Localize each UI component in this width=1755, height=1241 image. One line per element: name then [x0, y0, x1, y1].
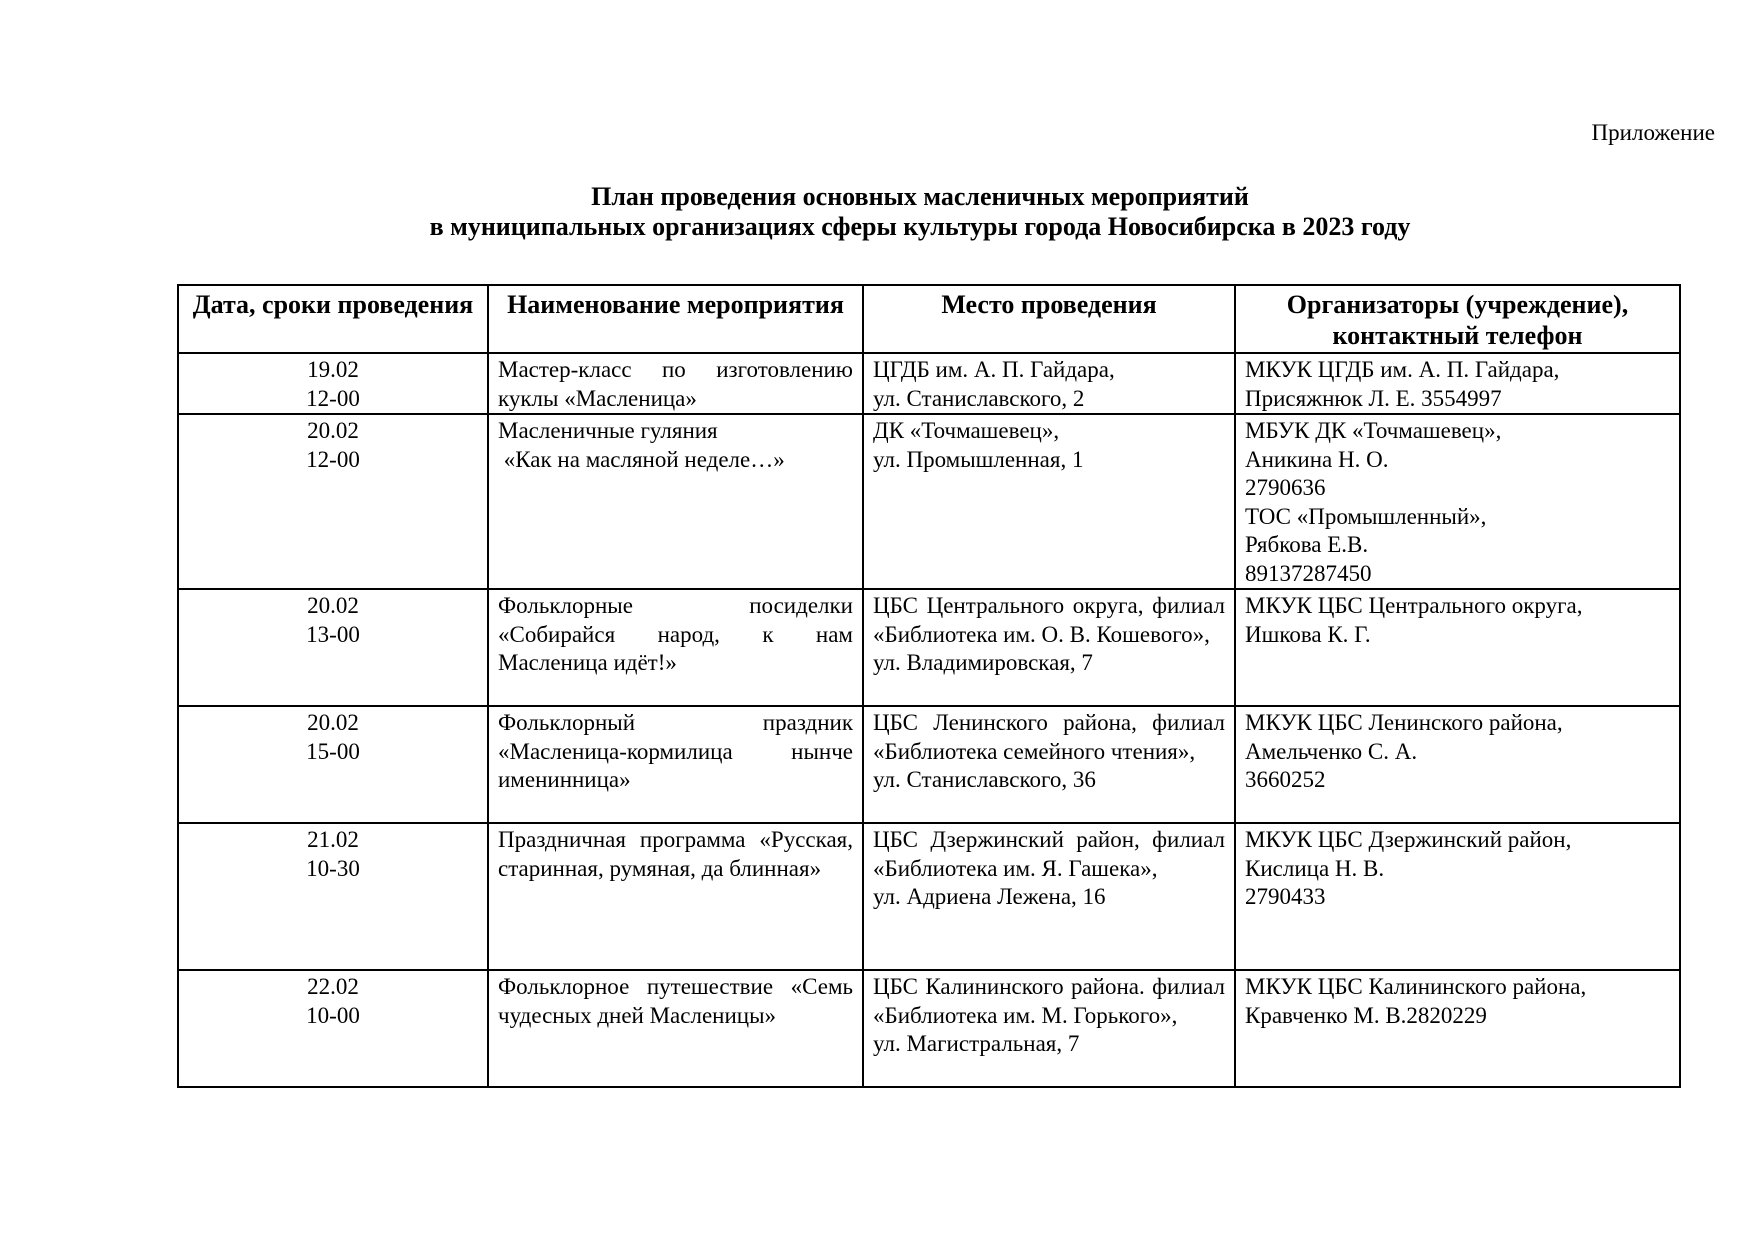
table-row	[178, 353, 1680, 414]
organizer-cell	[1235, 706, 1680, 823]
table-row	[178, 589, 1680, 706]
header-organizer: Организаторы (учреждение), контактный телефон	[1235, 285, 1680, 353]
organizer-line: МКУК ЦГДБ им. А. П. Гайдара,	[1245, 357, 1560, 382]
event-time: 15-00	[306, 738, 360, 764]
date-cell	[178, 589, 488, 706]
organizer-line: Амельченко С. А.	[1245, 738, 1418, 764]
place-cell	[863, 706, 1235, 823]
table-header-row	[178, 285, 1680, 353]
organizer-line: МБУК ДК «Точмашевец»,	[1245, 418, 1502, 443]
date-cell	[178, 414, 488, 589]
place-line: ул. Магистральная, 7	[873, 1031, 1080, 1056]
table-row	[178, 970, 1680, 1087]
event-time: 10-30	[306, 855, 360, 881]
events-table	[177, 284, 1681, 1088]
organizer-cell	[1235, 353, 1680, 414]
event-date: 20.02	[307, 593, 359, 618]
organizer-cell	[1235, 823, 1680, 970]
organizer-line: ТОС «Промышленный»,	[1245, 503, 1487, 529]
organizer-line: Кравченко М. В.2820229	[1245, 1002, 1487, 1028]
event-time: 10-00	[306, 1002, 360, 1028]
place-cell	[863, 414, 1235, 589]
header-date: Дата, сроки проведения	[178, 285, 488, 353]
event-date: 22.02	[307, 974, 359, 999]
place-cell	[863, 589, 1235, 706]
event-name: Фольклорные посиделки «Собирайся народ, к нам Масленица идёт!»	[488, 589, 863, 706]
date-cell	[178, 970, 488, 1087]
event-date: 20.02	[307, 710, 359, 735]
organizer-line: Присяжнюк Л. Е. 3554997	[1245, 385, 1502, 411]
organizer-cell	[1235, 414, 1680, 589]
organizer-line: 3660252	[1245, 767, 1326, 792]
place-cell	[863, 970, 1235, 1087]
appendix-label: Приложение	[1591, 120, 1715, 145]
event-name-cell	[488, 414, 863, 589]
event-name-line: Масленичные гуляния	[498, 418, 718, 443]
place-line: ДК «Точмашевец»,	[873, 418, 1060, 443]
event-name: Мастер-класс по изготовлению куклы «Масленица»	[488, 353, 863, 414]
place-line: ЦГДБ им. А. П. Гайдара,	[873, 357, 1115, 382]
place-line: ул. Владимировская, 7	[873, 650, 1093, 675]
organizer-line: МКУК ЦБС Ленинского района,	[1245, 710, 1563, 735]
place-cell	[863, 353, 1235, 414]
organizer-line: 2790433	[1245, 884, 1326, 909]
place-line: ЦБС Ленинского района, филиал «Библиотека семейного чтения»,	[873, 710, 1225, 764]
organizer-line: МКУК ЦБС Центрального округа,	[1245, 593, 1583, 618]
place-line: ул. Станиславского, 36	[873, 767, 1096, 792]
place-line: ул. Промышленная, 1	[873, 446, 1084, 472]
table-row	[178, 414, 1680, 589]
organizer-line: Ишкова К. Г.	[1245, 621, 1371, 647]
organizer-line: Рябкова Е.В.	[1245, 532, 1369, 557]
place-cell	[863, 823, 1235, 970]
place-line: ЦБС Дзержинский район, филиал «Библиотека им. Я. Гашека»,	[873, 827, 1225, 881]
header-name: Наименование мероприятия	[488, 285, 863, 353]
event-date: 21.02	[307, 827, 359, 852]
organizer-cell	[1235, 589, 1680, 706]
place-line: ул. Станиславского, 2	[873, 385, 1085, 411]
event-name: Фольклорный праздник «Масленица-кормилица нынче именинница»	[488, 706, 863, 823]
organizer-line: 2790636	[1245, 475, 1326, 500]
event-name: Фольклорное путешествие «Семь чудесных дней Масленицы»	[488, 970, 863, 1087]
event-name: Праздничная программа «Русская, старинная, румяная, да блинная»	[488, 823, 863, 970]
event-name-line: «Как на масляной неделе…»	[498, 446, 785, 472]
event-date: 19.02	[307, 357, 359, 382]
title-line-2: в муниципальных организациях сферы культуры города Новосибирска в 2023 году	[429, 212, 1411, 241]
date-cell	[178, 823, 488, 970]
header-place: Место проведения	[863, 285, 1235, 353]
date-cell	[178, 706, 488, 823]
organizer-line: Кислица Н. В.	[1245, 855, 1385, 881]
table-row	[178, 823, 1680, 970]
date-cell	[178, 353, 488, 414]
place-line: ул. Адриена Лежена, 16	[873, 884, 1106, 909]
event-date: 20.02	[307, 418, 359, 443]
organizer-line: МКУК ЦБС Калининского района,	[1245, 974, 1587, 999]
title-line-1: План проведения основных масленичных мероприятий	[591, 182, 1249, 211]
place-line: ЦБС Калининского района. филиал «Библиотека им. М. Горького»,	[873, 974, 1225, 1028]
organizer-line: Аникина Н. О.	[1245, 446, 1389, 472]
document-title	[0, 182, 1755, 242]
organizer-line: МКУК ЦБС Дзержинский район,	[1245, 827, 1572, 852]
event-time: 12-00	[306, 446, 360, 472]
table-row	[178, 706, 1680, 823]
place-line: ЦБС Центрального округа, филиал «Библиотека им. О. В. Кошевого»,	[873, 593, 1225, 647]
organizer-cell	[1235, 970, 1680, 1087]
organizer-line: 89137287450	[1245, 560, 1372, 586]
event-time: 12-00	[306, 385, 360, 411]
event-time: 13-00	[306, 621, 360, 647]
